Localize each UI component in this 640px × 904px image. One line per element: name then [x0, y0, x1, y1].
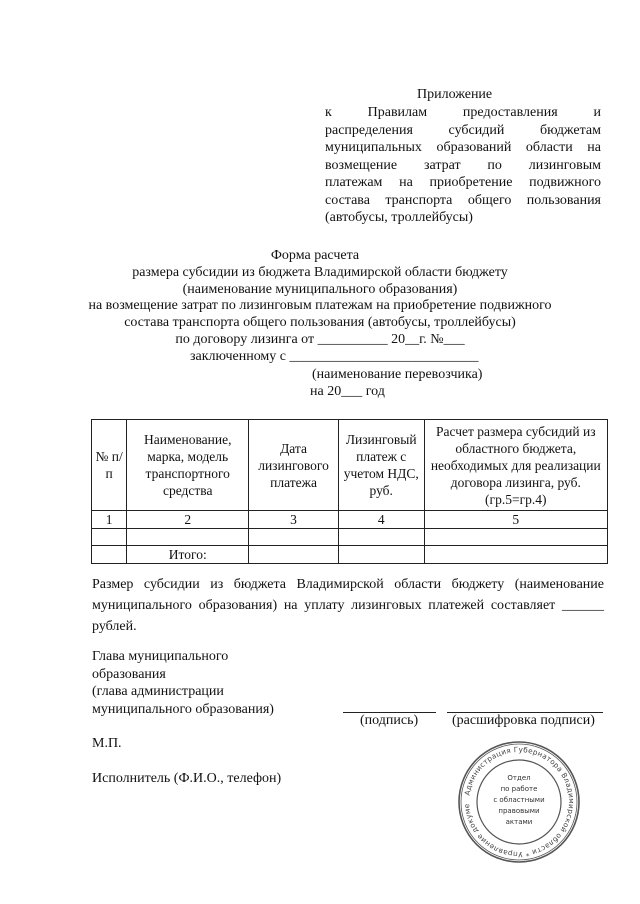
column-number: 5: [424, 511, 607, 529]
decode-caption: (расшифровка подписи): [452, 713, 595, 728]
signer-line: (глава администрации: [92, 684, 224, 699]
appendix-line: муниципальных образований области на: [325, 140, 601, 155]
appendix-line: распределения субсидий бюджетам: [325, 122, 601, 138]
table-cell: [424, 529, 607, 546]
total-label: Итого:: [127, 546, 249, 564]
seal-center-line: с областными: [493, 796, 545, 804]
table-cell: [249, 546, 339, 564]
summary-paragraph: Размер субсидии из бюджета Владимирской области бюджету (наименование муниципального образования) на уплату лизинговых платежей составляет ______ рублей.: [92, 577, 604, 634]
carrier-line: заключенному с ___________________________: [190, 349, 479, 364]
form-heading-line: состава транспорта общего пользования (автобусы, троллейбусы): [124, 315, 516, 330]
table-cell: [92, 546, 127, 564]
form-heading-line: размера субсидии из бюджета Владимирской области бюджету: [132, 265, 508, 280]
signer-line: образования: [92, 666, 166, 682]
table-cell: [249, 529, 339, 546]
appendix-line: к Правилам предоставления и: [325, 105, 601, 120]
year-line: на 20___ год: [310, 384, 385, 399]
header-lease-payment: Лизинговый платеж с учетом НДС, руб.: [338, 420, 424, 511]
appendix-line: платежам на приобретение подвижного: [325, 175, 601, 190]
column-number: 3: [249, 511, 339, 529]
column-number: 4: [338, 511, 424, 529]
table-row: [92, 529, 608, 546]
table-numbers-row: [92, 511, 608, 529]
signer-line: муниципального образования): [92, 701, 274, 717]
seal-center-line: правовыми: [498, 807, 540, 815]
executor-label: Исполнитель (Ф.И.О., телефон): [92, 771, 282, 786]
official-seal: [457, 740, 581, 864]
signature-caption: (подпись): [360, 713, 419, 728]
appendix-title: Приложение: [417, 87, 493, 102]
table-cell: [338, 529, 424, 546]
form-heading-line: (наименование муниципального образования): [182, 282, 458, 297]
seal-center-line: Отдел: [507, 774, 531, 782]
column-number: 2: [127, 511, 249, 529]
header-subsidy-calc: Расчет размера субсидий из областного бюджета, необходимых для реализации договора лизинга, руб. (гр.5=гр.4): [424, 420, 607, 511]
seal-graphic: [457, 740, 581, 864]
appendix-line: состава транспорта общего пользования: [325, 192, 601, 208]
seal-center-line: по работе: [500, 785, 538, 793]
appendix-line: возмещение затрат по лизинговым: [325, 157, 601, 173]
appendix-text: [325, 104, 601, 227]
header-payment-date: Дата лизингового платежа: [249, 420, 339, 511]
signer-block: [92, 648, 274, 718]
signer-line: Глава муниципального: [92, 649, 229, 664]
table-total-row: [92, 546, 608, 564]
seal-ring-text: Администрация Губернатора Владимирской области * Управление докуме: [461, 744, 577, 860]
column-number: 1: [92, 511, 127, 529]
contract-date-line: по договору лизинга от __________ 20__г. №___: [175, 332, 465, 347]
table-cell: [92, 529, 127, 546]
form-heading-line: на возмещение затрат по лизинговым платежам на приобретение подвижного: [88, 298, 552, 313]
table-cell: [338, 546, 424, 564]
stamp-place-label: М.П.: [92, 736, 122, 751]
form-title: Форма расчета: [270, 248, 360, 263]
header-vehicle: Наименование, марка, модель транспортного средства: [127, 420, 249, 511]
table-header-row: [92, 420, 608, 511]
carrier-caption: (наименование перевозчика): [312, 367, 483, 382]
table-cell: [424, 546, 607, 564]
seal-center-line: актами: [505, 818, 533, 826]
subsidy-table: [91, 419, 608, 564]
header-number: № п/п: [92, 420, 127, 511]
table-cell: [127, 529, 249, 546]
appendix-line: (автобусы, троллейбусы): [325, 210, 473, 225]
